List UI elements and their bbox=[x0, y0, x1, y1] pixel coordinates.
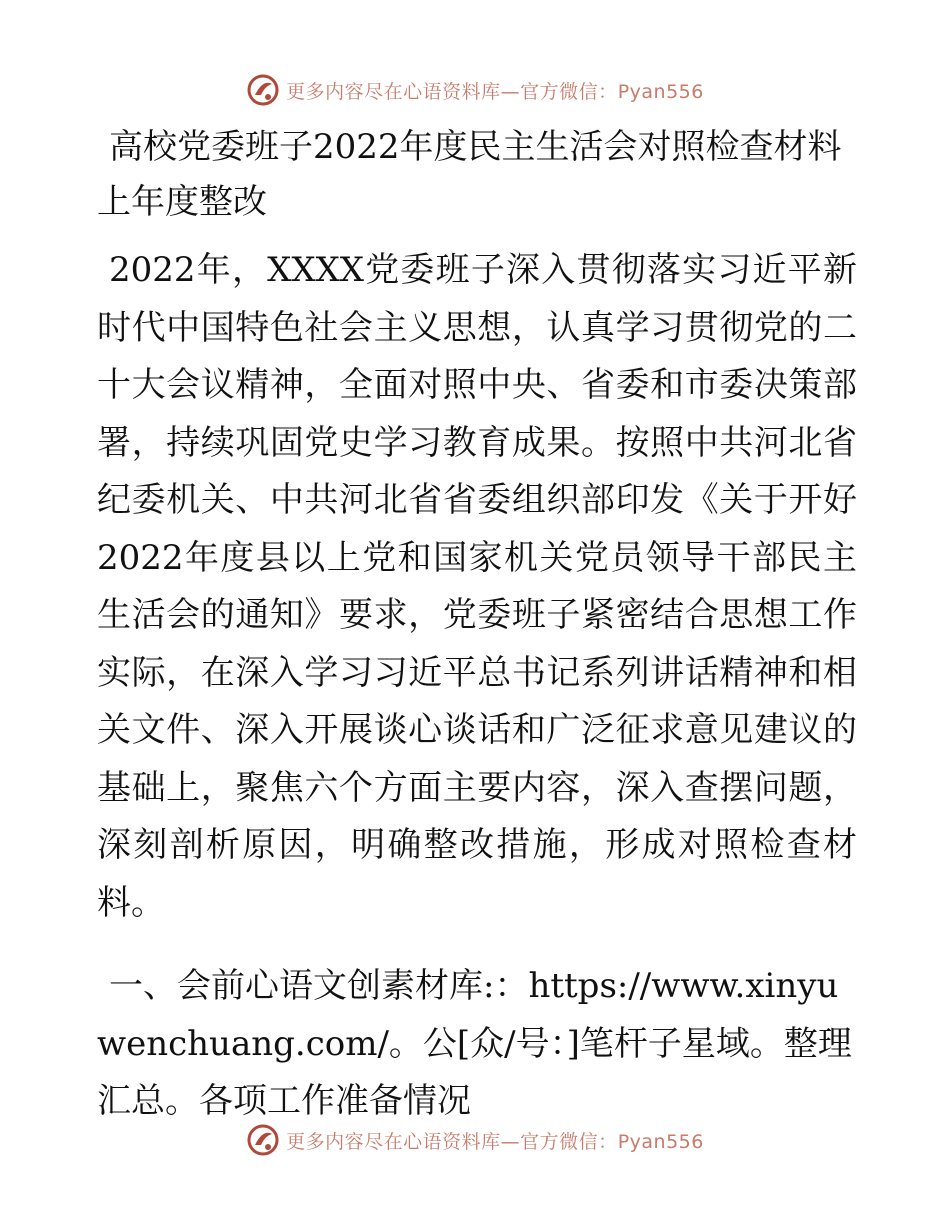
banner-text bbox=[286, 77, 704, 104]
brand-logo-icon bbox=[246, 1123, 280, 1157]
footer-watermark-banner bbox=[0, 1118, 950, 1162]
section-heading: 一、会前心语文创素材库:：https://www.xinyuwenchuang.com/。公[众/号：]笔杆子星域。整理汇总。各项工作准备情况 bbox=[97, 966, 852, 1121]
document-title: 高校党委班子2022年度民主生活会对照检查材料上年度整改 bbox=[97, 127, 842, 222]
banner-dash: — bbox=[500, 80, 521, 103]
header-watermark-banner bbox=[0, 68, 950, 112]
banner-official-label: 官方微信： bbox=[520, 80, 618, 103]
banner-text bbox=[286, 1127, 704, 1154]
banner-dash: — bbox=[500, 1130, 521, 1153]
banner-site-name: 更多内容尽在心语资料库 bbox=[286, 1130, 501, 1153]
banner-wechat-handle: Pyan556 bbox=[617, 1130, 704, 1153]
banner-wechat-handle: Pyan556 bbox=[617, 80, 704, 103]
banner-site-name: 更多内容尽在心语资料库 bbox=[286, 80, 501, 103]
document-body bbox=[97, 120, 857, 1131]
intro-paragraph: 2022年，XXXX党委班子深入贯彻落实习近平新时代中国特色社会主义思想，认真学习贯彻党的二十大会议精神，全面对照中央、省委和市委决策部署，持续巩固党史学习教育成果。按照中共河北省纪委机关、中共河北省省委组织部印发《关于开好2022年度县以上党和国家机关党员领导干部民主生活会的通知》要求，党委班子紧密结合思想工作实际，在深入学习习近平总书记系列讲话精神和相关文件、深入开展谈心谈话和广泛征求意见建议的基础上，聚焦六个方面主要内容，深入查摆问题，深刻剖析原因，明确整改措施，形成对照检查材料。 bbox=[97, 250, 857, 923]
banner-official-label: 官方微信： bbox=[520, 1130, 618, 1153]
brand-logo-icon bbox=[246, 73, 280, 107]
